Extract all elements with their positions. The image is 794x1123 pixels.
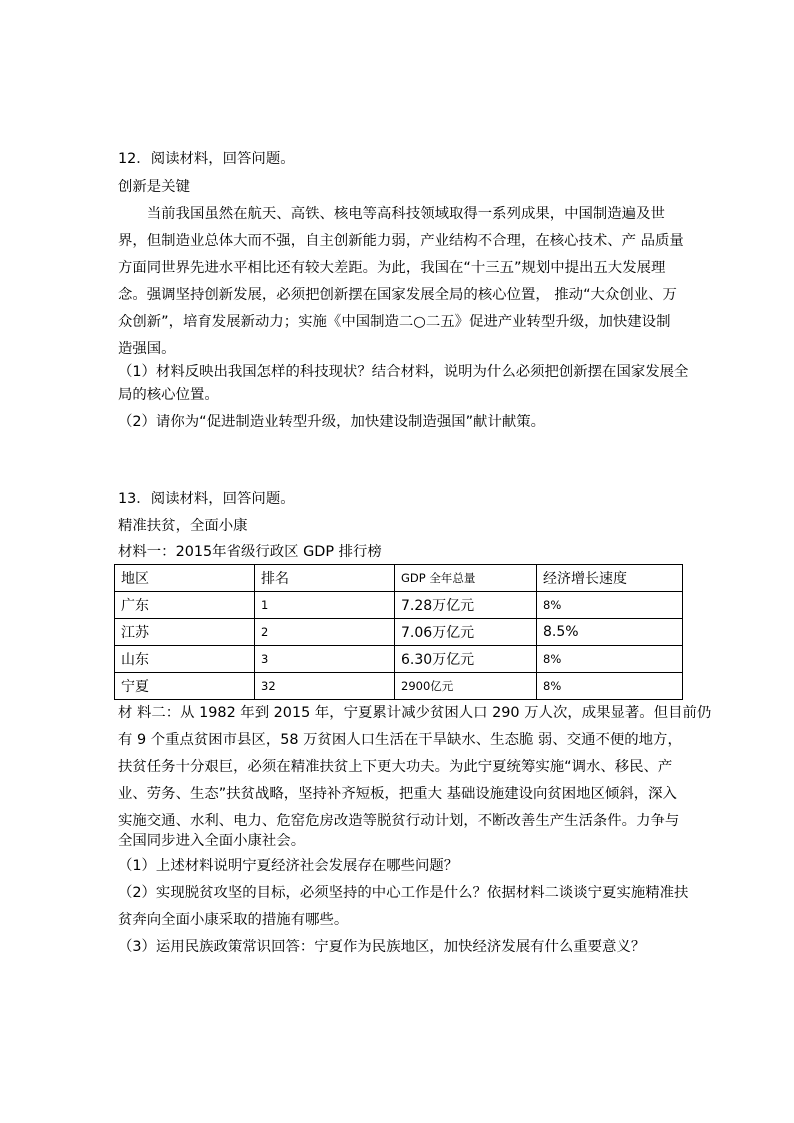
- q13-question-1: （1）上述材料说明宁夏经济社会发展存在哪些问题？: [118, 858, 459, 874]
- table-row: [115, 646, 683, 673]
- q12-question-2: （2）请你为“促进制造业转型升级，加快建设制造强国”献计献策。: [118, 414, 546, 430]
- table-cell: 8%: [537, 646, 683, 673]
- table-cell: 7.06万亿元: [395, 619, 537, 646]
- q12-para-line: 当前我国虽然在航天、高铁、核电等高科技领域取得一系列成果，中国制造遍及世: [118, 206, 665, 222]
- q13-subtitle: 精准扶贫，全面小康: [118, 518, 248, 534]
- q13-material1-title: 材料一：2015年省级行政区 GDP 排行榜: [118, 544, 382, 560]
- table-row: [115, 592, 683, 619]
- q13-material2-line: 实施交通、水利、电力、危窑危房改造等脱贫行动计划，不断改善生产生活条件。力争与: [118, 813, 680, 829]
- q12-question-1-cont: 局的核心位置。: [118, 387, 219, 403]
- q12-question-1: （1）材料反映出我国怎样的科技现状？结合材料，说明为什么必须把创新摆在国家发展全: [118, 364, 689, 380]
- table-cell: 8%: [537, 673, 683, 700]
- q12-para-line: 念。强调坚持创新发展，必须把创新摆在国家发展全局的核心位置， 推动“大众创业、万: [118, 287, 677, 303]
- q13-material2-line: 全国同步进入全面小康社会。: [118, 833, 306, 849]
- q13-material2-line: 业、劳务、生态”扶贫战略，坚持补齐短板，把重大 基础设施建设向贫困地区倾斜，深入: [118, 786, 677, 802]
- q13-question-2-cont: 贫奔向全面小康采取的措施有哪些。: [118, 912, 349, 928]
- table-header-row: [115, 565, 683, 592]
- table-cell: 宁夏: [115, 673, 255, 700]
- gdp-ranking-table: [114, 564, 683, 700]
- q13-material2-line: 有 9 个重点贫困市县区，58 万贫困人口生活在干旱缺水、生态脆 弱、交通不便的地方，: [118, 732, 682, 748]
- table-cell: 6.30万亿元: [395, 646, 537, 673]
- q12-header: 12．阅读材料，回答问题。: [118, 151, 295, 167]
- q13-material2-line: 扶贫任务十分艰巨，必须在精准扶贫上下更大功夫。为此宁夏统筹实施“调水、移民、产: [118, 759, 673, 775]
- table-row: [115, 673, 683, 700]
- q13-header: 13．阅读材料，回答问题。: [118, 491, 295, 507]
- table-cell: 2: [255, 619, 395, 646]
- table-cell: 3: [255, 646, 395, 673]
- table-cell: 32: [255, 673, 395, 700]
- table-cell: 2900亿元: [395, 673, 537, 700]
- table-cell: 广东: [115, 592, 255, 619]
- table-cell: 1: [255, 592, 395, 619]
- table-cell: 江苏: [115, 619, 255, 646]
- q12-para-line: 造强国。: [118, 341, 176, 357]
- q12-subtitle: 创新是关键: [118, 179, 190, 195]
- table-cell: 8%: [537, 592, 683, 619]
- table-header-cell: 排名: [255, 565, 395, 592]
- table-header-cell: 经济增长速度: [537, 565, 683, 592]
- q13-question-2: （2）实现脱贫攻坚的目标，必须坚持的中心工作是什么？依据材料二谈谈宁夏实施精准扶: [118, 885, 689, 901]
- table-cell: 8.5%: [537, 619, 683, 646]
- q12-para-line: 众创新”，培育发展新动力；实施《中国制造二○二五》促进产业转型升级，加快建设制: [118, 314, 671, 330]
- q13-material2-line: 材 料二：从 1982 年到 2015 年，宁夏累计减少贫困人口 290 万人次，成果显著。但目前仍: [118, 705, 712, 721]
- table-header-cell: GDP 全年总量: [395, 565, 537, 592]
- q13-question-3: （3）运用民族政策常识回答：宁夏作为民族地区，加快经济发展有什么重要意义？: [118, 939, 646, 955]
- q12-para-line: 方面同世界先进水平相比还有较大差距。为此，我国在“十三五”规划中提出五大发展理: [118, 260, 666, 276]
- table-cell: 7.28万亿元: [395, 592, 537, 619]
- table-cell: 山东: [115, 646, 255, 673]
- table-row: [115, 619, 683, 646]
- q12-para-line: 界，但制造业总体大而不强，自主创新能力弱，产业结构不合理，在核心技术、产 品质量: [118, 233, 684, 249]
- table-header-cell: 地区: [115, 565, 255, 592]
